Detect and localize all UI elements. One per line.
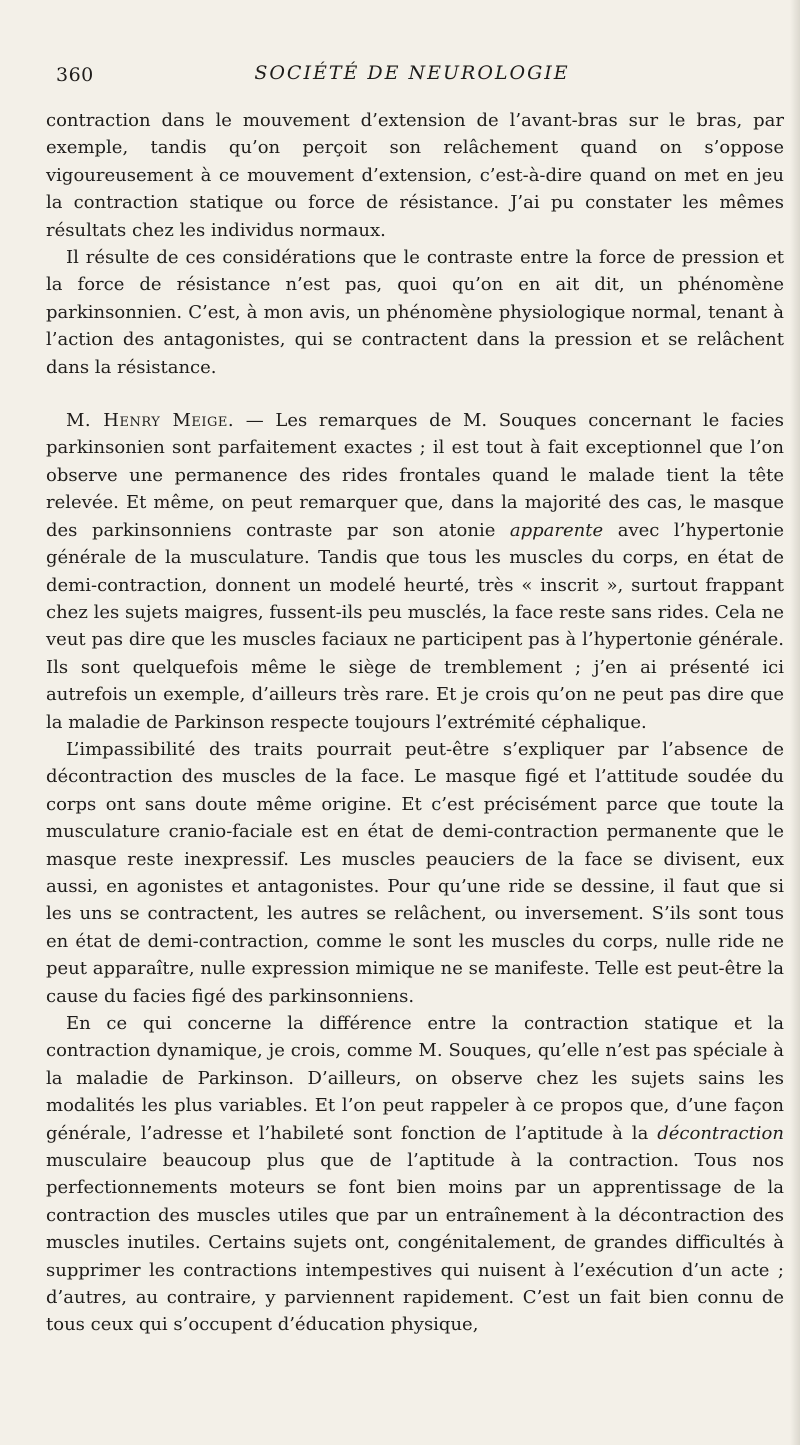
meige-text-2: avec l’hypertonie générale de la musculature. Tandis que tous les muscles du corps, en état de demi-contraction, donnent un modelé heurté, très « inscrit », surtout frappant chez les sujets maigres, fussent-ils peu musclés, la face reste sans rides. Cela ne veut pas dire que les muscles faciaux ne participent pas à l’hypertonie générale. Ils sont quelquefois même le siège de tremblement ; j’en ai présenté ici autrefois un exemple, d’ailleurs très rare. Et je crois qu’on ne peut pas dire que la maladie de Parkinson respecte toujours l’extrémité céphalique. <box>46 519 784 733</box>
body-text <box>46 107 784 1339</box>
speaker-name: M. Henry Meige. <box>66 410 235 432</box>
para3-text-2: musculaire beaucoup plus que de l’aptitude à la contraction. Tous nos perfectionnements moteurs se font bien moins par un apprentissage de la contraction des muscles utiles que par un entraînement à la décontraction des muscles inutiles. Certains sujets ont, congénitalement, de grandes difficultés à supprimer les contractions intempestives qui nuisent à l’exécution d’un acte ; d’autres, au contraire, y parviennent rapidement. C’est un fait bien connu de tous ceux qui s’occupent d’éducation physique, <box>46 1150 784 1336</box>
paragraph-continuation: contraction dans le mouvement d’extension de l’avant-bras sur le bras, par exemple, tandis qu’on perçoit son relâchement quand on s’oppose vigoureusement à ce mouvement d’extension, c’est-à-dire quand on met en jeu la contraction statique ou force de résistance. J’ai pu constater les mêmes résultats chez les individus normaux. <box>46 110 784 241</box>
emphasis-apparente: apparente <box>509 519 604 541</box>
page-edge-shadow <box>790 0 800 1445</box>
paragraph-conclusion: Il résulte de ces considérations que le contraste entre la force de pression et la force de résistance n’est pas, quoi qu’on en ait dit, un phénomène parkinsonnien. C’est, à mon avis, un phénomène physiologique normal, tenant à l’action des antagonistes, qui se contractent dans la pression et se relâchent dans la résistance. <box>46 247 784 378</box>
paragraph-impassibilite: L’impassibilité des traits pourrait peut-être s’expliquer par l’absence de décontraction des muscles de la face. Le masque figé et l’attitude soudée du corps ont sans doute même origine. Et c’est précisément parce que toute la musculature cranio-faciale est en état de demi-contraction permanente que le masque reste inexpressif. Les muscles peauciers de la face se divisent, eux aussi, en agonistes et antagonistes. Pour qu’une ride se dessine, il faut que si les uns se contractent, les autres se relâchent, ou inversement. S’ils sont tous en état de demi-contraction, comme le sont les muscles du corps, nulle ride ne peut apparaître, nulle expression mimique ne se manifeste. Telle est peut-être la cause du facies figé des parkinsonniens. <box>46 738 784 1007</box>
meige-text-1: — Les remarques de M. Souques concernant le facies parkinsonien sont parfaitement exactes ; il est tout à fait exceptionnel que l’on observe une permanence des rides frontales quand le malade tient la tête relevée. Et même, on peut remarquer que, dans la majorité des cas, le masque des parkinsonniens contraste par son atonie <box>46 410 784 541</box>
paragraph-contraction <box>46 1010 784 1339</box>
emphasis-decontraction: décontraction <box>657 1122 784 1144</box>
page-header <box>46 62 778 92</box>
running-title: SOCIÉTÉ DE NEUROLOGIE <box>254 62 570 84</box>
para3-text-1: En ce qui concerne la différence entre la contraction statique et la contraction dynamique, je crois, comme M. Souques, qu’elle n’est pas spéciale à la maladie de Parkinson. D’ailleurs, on observe chez les sujets sains les modalités les plus variables. Et l’on peut rappeler à ce propos que, d’une façon générale, l’adresse et l’habileté sont fonction de l’aptitude à la <box>46 1013 784 1144</box>
page-number: 360 <box>56 64 94 86</box>
paragraph-meige-intro <box>46 407 784 736</box>
